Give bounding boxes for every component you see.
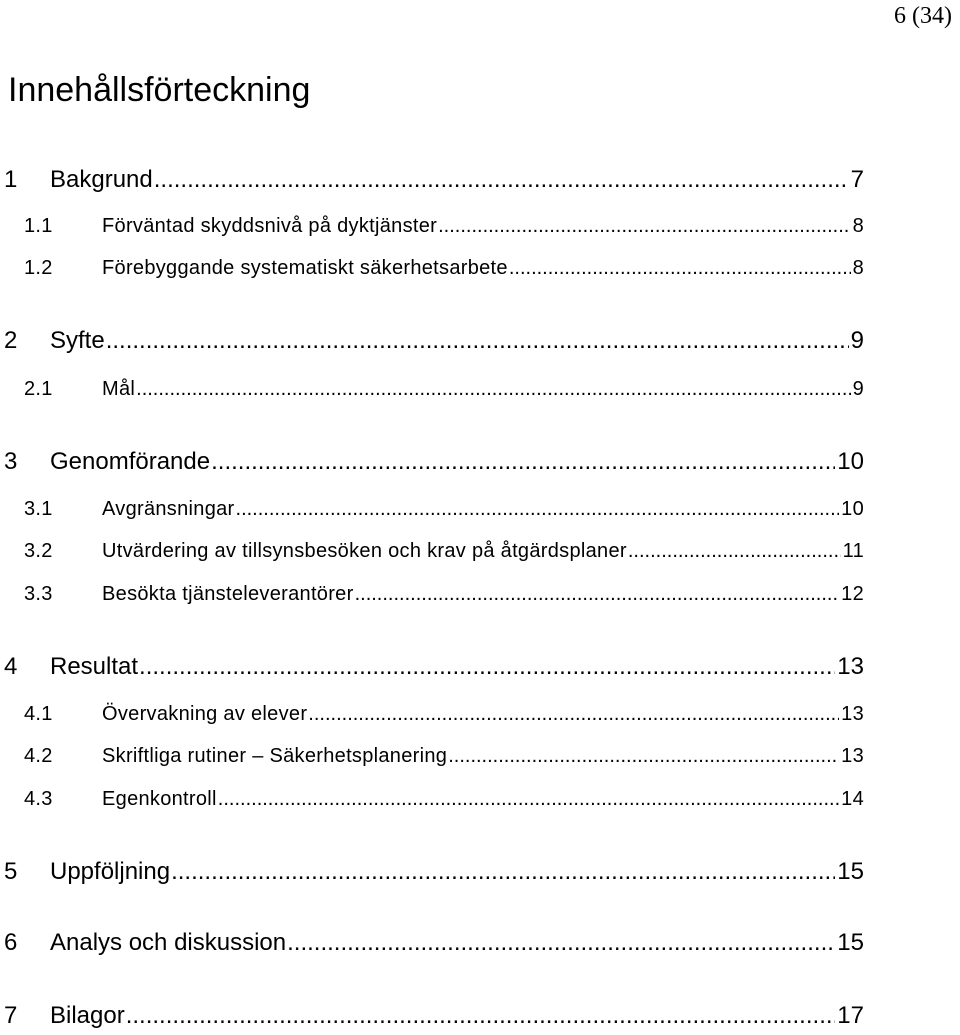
toc-title: Innehållsförteckning: [8, 71, 311, 109]
toc-dot-leader: [509, 255, 851, 281]
toc-dot-leader: [355, 581, 840, 607]
toc-entry-number: 3.3: [24, 583, 53, 605]
toc-entry-page: 12: [841, 583, 864, 605]
toc-entry-3-1[interactable]: [0, 496, 864, 522]
toc-entry-5[interactable]: [0, 857, 864, 887]
toc-entry-text: Resultat: [50, 653, 139, 680]
toc-entry-page: 10: [837, 448, 864, 475]
toc-entry-text: Genomförande: [50, 448, 211, 475]
toc-entry-text: Förväntad skyddsnivå på dyktjänster: [102, 215, 438, 237]
toc-dot-leader: [236, 496, 840, 522]
toc-entry-number: 3: [4, 448, 18, 475]
toc-entry-page: 14: [841, 788, 864, 810]
toc-entry-1[interactable]: [0, 165, 864, 195]
toc-entry-number: 3.1: [24, 498, 53, 520]
toc-entry-4-3[interactable]: [0, 786, 864, 812]
toc-dot-leader: [448, 743, 839, 769]
toc-entry-7[interactable]: [0, 1001, 864, 1031]
toc-entry-number: 1.1: [24, 215, 53, 237]
toc-entry-1-1[interactable]: [0, 213, 864, 239]
toc-dot-leader: [211, 447, 835, 477]
toc-entry-1-2[interactable]: [0, 255, 864, 281]
toc-entry-text: Besökta tjänsteleverantörer: [102, 583, 354, 605]
toc-entry-page: 15: [837, 858, 864, 885]
toc-dot-leader: [218, 786, 839, 812]
toc-entry-page: 8: [852, 215, 864, 237]
toc-dot-leader: [628, 538, 841, 564]
toc-entry-page: 13: [837, 653, 864, 680]
toc-entry-number: 4: [4, 653, 18, 680]
toc-entry-6[interactable]: [0, 928, 864, 958]
toc-entry-page: 11: [842, 540, 864, 562]
toc-dot-leader: [154, 165, 849, 195]
toc-entry-text: Utvärdering av tillsynsbesöken och krav på åtgärdsplaner: [102, 540, 627, 562]
toc-entry-page: 9: [852, 378, 864, 400]
toc-entry-text: Skriftliga rutiner – Säkerhetsplanering: [102, 745, 448, 767]
toc-entry-page: 15: [837, 929, 864, 956]
toc-entry-4[interactable]: [0, 652, 864, 682]
toc-entry-4-2[interactable]: [0, 743, 864, 769]
toc-entry-3-2[interactable]: [0, 538, 864, 564]
toc-entry-page: 13: [841, 745, 864, 767]
toc-entry-number: 1.2: [24, 257, 53, 279]
toc-dot-leader: [438, 213, 850, 239]
toc-entry-number: 4.1: [24, 703, 53, 725]
toc-entry-text: Avgränsningar: [102, 498, 235, 520]
toc-dot-leader: [287, 928, 835, 958]
toc-entry-number: 4.3: [24, 788, 53, 810]
toc-entry-number: 1: [4, 166, 18, 193]
toc-entry-page: 8: [852, 257, 864, 279]
toc-dot-leader: [139, 652, 835, 682]
toc-entry-text: Mål: [102, 378, 136, 400]
toc-entry-number: 2.1: [24, 378, 53, 400]
toc-entry-text: Egenkontroll: [102, 788, 217, 810]
toc-entry-page: 17: [837, 1002, 864, 1029]
toc-dot-leader: [106, 326, 849, 356]
toc-entry-2[interactable]: [0, 326, 864, 356]
toc-entry-text: Bakgrund: [50, 166, 153, 193]
toc-entry-number: 2: [4, 327, 18, 354]
toc-entry-page: 7: [850, 166, 864, 193]
toc-entry-text: Bilagor: [50, 1002, 125, 1029]
toc-entry-text: Syfte: [50, 327, 105, 354]
toc-entry-page: 9: [850, 327, 864, 354]
toc-entry-number: 5: [4, 858, 18, 885]
toc-entry-2-1[interactable]: [0, 376, 864, 402]
toc-entry-number: 7: [4, 1002, 18, 1029]
toc-entry-text: Analys och diskussion: [50, 929, 287, 956]
toc-entry-text: Uppföljning: [50, 858, 171, 885]
toc-entry-3[interactable]: [0, 447, 864, 477]
toc-entry-3-3[interactable]: [0, 581, 864, 607]
page-number: 6 (34): [894, 3, 952, 29]
toc-entry-4-1[interactable]: [0, 701, 864, 727]
toc-entry-page: 13: [841, 703, 864, 725]
toc-dot-leader: [136, 376, 850, 402]
toc-entry-number: 3.2: [24, 540, 53, 562]
toc-dot-leader: [308, 701, 839, 727]
toc-dot-leader: [171, 857, 835, 887]
toc-entry-page: 10: [841, 498, 864, 520]
toc-entry-number: 4.2: [24, 745, 53, 767]
toc-entry-text: Förebyggande systematiskt säkerhetsarbete: [102, 257, 508, 279]
toc-entry-text: Övervakning av elever: [102, 703, 308, 725]
toc-dot-leader: [126, 1001, 836, 1031]
toc-entry-number: 6: [4, 929, 18, 956]
